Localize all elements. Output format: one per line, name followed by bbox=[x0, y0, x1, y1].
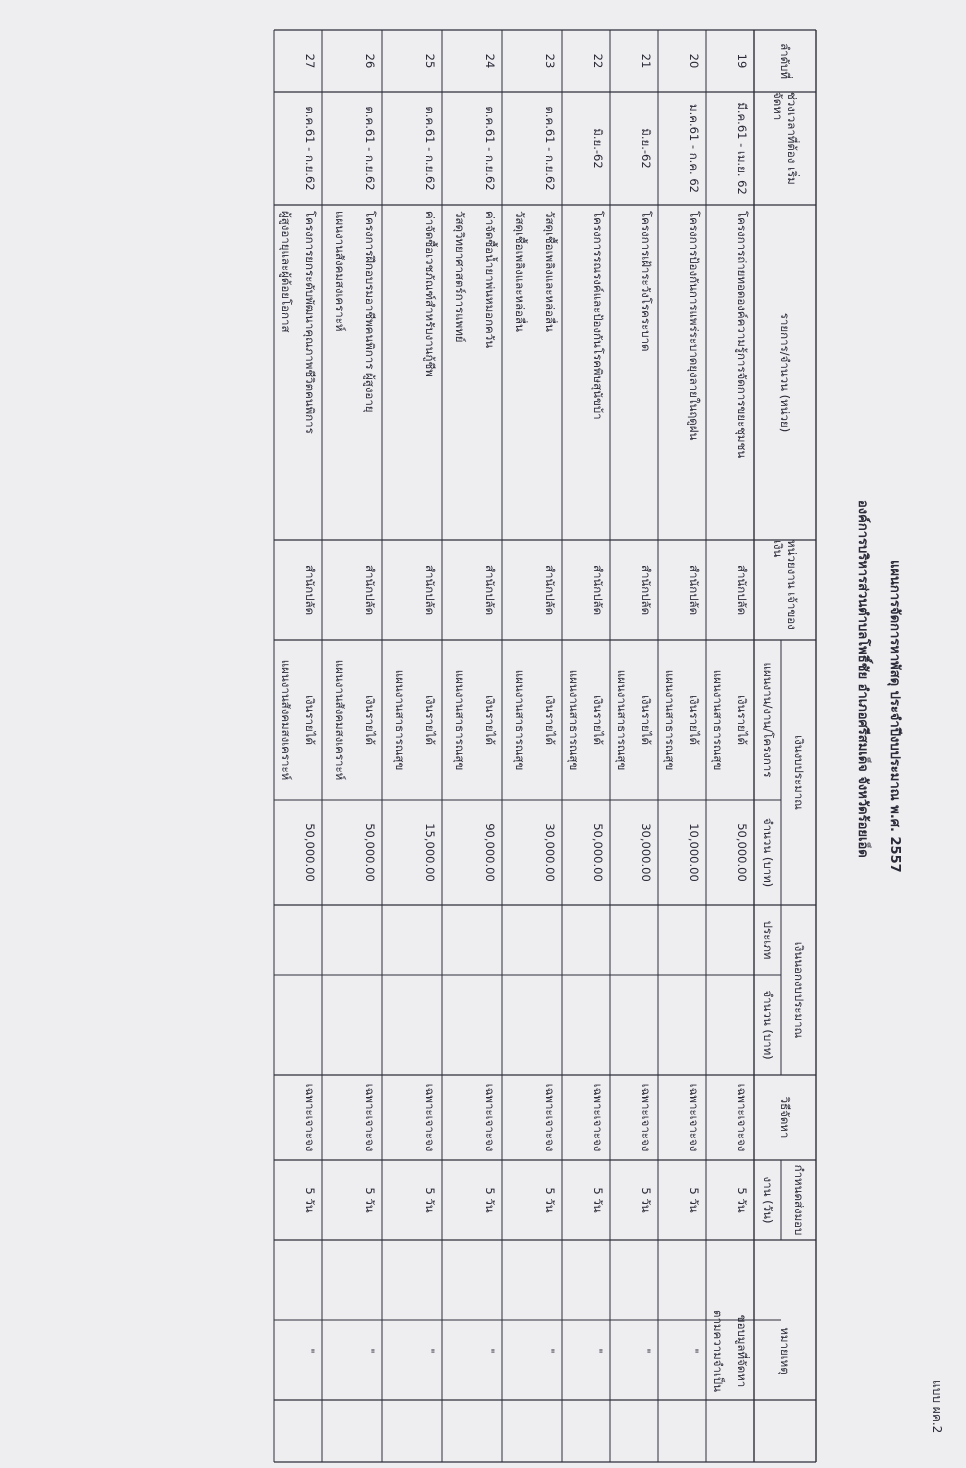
row-days: 5 วัน bbox=[687, 1187, 702, 1213]
row-days: 5 วัน bbox=[423, 1187, 438, 1213]
row-days: 5 วัน bbox=[591, 1187, 606, 1213]
header-budget-plan: แผนงาน/งาน/โครงการ bbox=[760, 662, 775, 778]
header-delivery: กำหนดส่งมอบ bbox=[791, 1164, 806, 1236]
header-budget: เงินงบประมาณ bbox=[791, 735, 806, 810]
row-plan: แผนงานสาธารณสุข bbox=[615, 669, 630, 771]
row-method: เฉพาะเจาะจง bbox=[483, 1083, 498, 1152]
row-no: 24 bbox=[483, 53, 498, 69]
row-unit: สำนักปลัด bbox=[543, 564, 558, 616]
row-days: 5 วัน bbox=[639, 1187, 654, 1213]
document-subtitle: องค์การบริหารส่วนตำบลโพธิ์ชัย อำเภอศรีสมเด็จ จังหวัดร้อยเอ็ด bbox=[855, 500, 870, 858]
row-source: เงินรายได้ bbox=[483, 694, 498, 746]
row-method: เฉพาะเจาะจง bbox=[543, 1083, 558, 1152]
row-remark: " bbox=[639, 1348, 654, 1354]
header-remarks: หมายเหตุ bbox=[778, 1327, 793, 1375]
row-item: โครงการรณรงค์และป้องกันโรคพิษสุนัขบ้า bbox=[591, 211, 606, 420]
row-remark: " bbox=[363, 1348, 378, 1354]
header-no: ลำดับที่ bbox=[778, 43, 793, 79]
row-remark: " bbox=[303, 1348, 318, 1354]
row-method: เฉพาะเจาะจง bbox=[639, 1083, 654, 1152]
row-amount: 50,000.00 bbox=[303, 823, 318, 882]
header-off-amount: จำนวน (บาท) bbox=[760, 990, 775, 1060]
row-source: เงินรายได้ bbox=[543, 694, 558, 746]
row-source: เงินรายได้ bbox=[639, 694, 654, 746]
row-no: 20 bbox=[687, 53, 702, 69]
row-amount: 50,000.00 bbox=[591, 823, 606, 882]
row-plan: แผนงานสาธารณสุข bbox=[711, 669, 726, 771]
row-period: ต.ค.61 - ก.ย.62 bbox=[543, 106, 558, 191]
row-amount: 50,000.00 bbox=[735, 823, 750, 882]
row-no: 22 bbox=[591, 53, 606, 69]
row-amount: 30,000.00 bbox=[639, 823, 654, 882]
row-no: 25 bbox=[423, 53, 438, 69]
row-unit: สำนักปลัด bbox=[687, 564, 702, 616]
row-plan: แผนงานสาธารณสุข bbox=[567, 669, 582, 771]
row-item: โครงการฝึกอบรมอาชีพคนพิการ ผู้สูงอายุ bbox=[363, 211, 378, 413]
row-method: เฉพาะเจาะจง bbox=[687, 1083, 702, 1152]
row-period: ต.ค.61 - ก.ย.62 bbox=[423, 106, 438, 191]
row-days: 5 วัน bbox=[735, 1187, 750, 1213]
row-unit: สำนักปลัด bbox=[735, 564, 750, 616]
header-delivery-days: งาน (วัน) bbox=[760, 1176, 775, 1224]
form-code: แบบ ผค.2 bbox=[930, 1380, 944, 1434]
row-remark: " bbox=[483, 1348, 498, 1354]
row-days: 5 วัน bbox=[543, 1187, 558, 1213]
row-period: มิ.ย.-62 bbox=[639, 128, 654, 169]
row-no: 26 bbox=[363, 53, 378, 69]
row-source: เงินรายได้ bbox=[303, 694, 318, 746]
row-plan: แผนงานสาธารณสุข bbox=[393, 669, 408, 771]
row-method: เฉพาะเจาะจง bbox=[423, 1083, 438, 1152]
header-offbudget: เงินนอกงบประมาณ bbox=[791, 941, 806, 1039]
row-section: วัสดุวิทยาศาสตร์การแพทย์ bbox=[453, 211, 468, 343]
row-source: เงินรายได้ bbox=[687, 694, 702, 746]
row-unit: สำนักปลัด bbox=[423, 564, 438, 616]
row-remark: " bbox=[591, 1348, 606, 1354]
row-method: เฉพาะเจาะจง bbox=[735, 1083, 750, 1152]
row-item: โครงการเฝ้าระวังโรคระบาด bbox=[639, 211, 654, 352]
row-remark: " bbox=[687, 1348, 702, 1354]
row-period: ม.ค.61 - ก.ค. 62 bbox=[687, 104, 702, 193]
row-remark: " bbox=[423, 1348, 438, 1354]
row-source: เงินรายได้ bbox=[591, 694, 606, 746]
row-item-line2: ผู้สูงอายุและผู้ด้อยโอกาส bbox=[279, 211, 294, 333]
row-period: ต.ค.61 - ก.ย.62 bbox=[363, 106, 378, 191]
row-days: 5 วัน bbox=[483, 1187, 498, 1213]
row-source: เงินรายได้ bbox=[735, 694, 750, 746]
row-method: เฉพาะเจาะจง bbox=[363, 1083, 378, 1152]
row-item: โครงการป้องกันการแพร่ระบาดยุงลายในฤดูฝน bbox=[687, 211, 702, 441]
row-plan: แผนงานสังคมสงเคราะห์ bbox=[333, 659, 348, 781]
header-unit: หน่วยงาน เจ้าของเงิน bbox=[771, 540, 800, 630]
header-item: รายการ/จำนวน (หน่วย) bbox=[778, 312, 793, 433]
row-remark-line2: ตามความจำเป็น bbox=[711, 1310, 726, 1392]
row-method: เฉพาะเจาะจง bbox=[303, 1083, 318, 1152]
header-off-type: ประเภท bbox=[760, 920, 775, 960]
row-item: โครงการยกระดับพัฒนาคุณภาพชีวิตคนพิการ bbox=[303, 211, 318, 434]
row-no: 27 bbox=[303, 53, 318, 69]
row-days: 5 วัน bbox=[363, 1187, 378, 1213]
header-period: ช่วงเวลาที่ต้อง เริ่มจัดหา bbox=[771, 92, 800, 185]
row-no: 19 bbox=[735, 53, 750, 69]
row-item: ค่าจัดซื้อเวชภัณฑ์สำหรับงานกู้ชีพ bbox=[423, 211, 438, 377]
row-remark: " bbox=[543, 1348, 558, 1354]
row-plan: แผนงานสาธารณสุข bbox=[513, 669, 528, 771]
row-method: เฉพาะเจาะจง bbox=[591, 1083, 606, 1152]
row-plan: แผนงานสาธารณสุข bbox=[663, 669, 678, 771]
header-budget-amount: จำนวน (บาท) bbox=[760, 817, 775, 888]
row-source: เงินรายได้ bbox=[423, 694, 438, 746]
row-no: 23 bbox=[543, 53, 558, 69]
row-unit: สำนักปลัด bbox=[591, 564, 606, 616]
document-title: แผนการจัดการหาพัสดุ ประจำปีงบประมาณ พ.ศ. 2557 bbox=[887, 560, 902, 873]
row-item: ค่าจัดซื้อน้ำยาพ่นหมอกควัน bbox=[483, 211, 498, 349]
row-item: โครงการถ่ายทอดองค์ความรู้การจัดการขยะชุมชน bbox=[735, 211, 750, 459]
row-unit: สำนักปลัด bbox=[363, 564, 378, 616]
row-section: แผนงานสังคมสงเคราะห์ bbox=[333, 211, 348, 332]
row-period: ต.ค.61 - ก.ย.62 bbox=[483, 106, 498, 191]
row-unit: สำนักปลัด bbox=[483, 564, 498, 616]
row-plan: แผนงานสังคมสงเคราะห์ bbox=[279, 659, 294, 781]
row-unit: สำนักปลัด bbox=[303, 564, 318, 616]
row-item: วัสดุเชื้อเพลิงและหล่อลื่น bbox=[543, 211, 558, 332]
row-period: มิ.ย.-62 bbox=[591, 128, 606, 169]
row-section: วัสดุเชื้อเพลิงและหล่อลื่น bbox=[513, 211, 528, 332]
row-no: 21 bbox=[639, 53, 654, 69]
row-remark: ขอบมูลที่จัดหา bbox=[735, 1314, 750, 1388]
row-days: 5 วัน bbox=[303, 1187, 318, 1213]
row-amount: 15,000.00 bbox=[423, 823, 438, 882]
row-unit: สำนักปลัด bbox=[639, 564, 654, 616]
row-amount: 90,000.00 bbox=[483, 823, 498, 882]
header-method: วิธีจัดหา bbox=[778, 1096, 793, 1139]
row-period: ต.ค.61 - ก.ย.62 bbox=[303, 106, 318, 191]
row-plan: แผนงานสาธารณสุข bbox=[453, 669, 468, 771]
row-amount: 50,000.00 bbox=[363, 823, 378, 882]
row-period: มี.ค.61 - เม.ย. 62 bbox=[735, 102, 750, 195]
row-amount: 30,000.00 bbox=[543, 823, 558, 882]
row-source: เงินรายได้ bbox=[363, 694, 378, 746]
row-amount: 10,000.00 bbox=[687, 823, 702, 882]
